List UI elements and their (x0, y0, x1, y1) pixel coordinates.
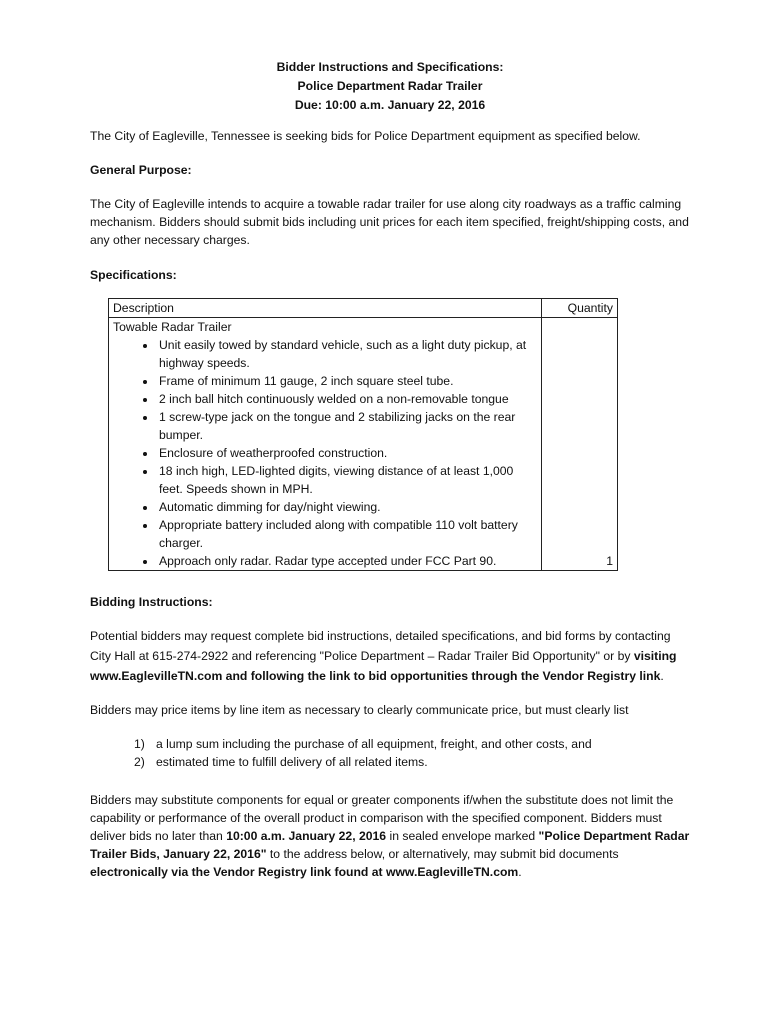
list-item (134, 735, 690, 753)
list-item: • Approach only radar. Radar type accepted under FCC Part 90. (157, 552, 537, 570)
table-row (109, 318, 618, 571)
specifications-table (108, 298, 618, 571)
title-line-3: Due: 10:00 a.m. January 22, 2016 (294, 98, 486, 112)
list-item: • 18 inch high, LED-lighted digits, viewing distance of at least 1,000 feet. Speeds shown in MPH. (157, 462, 537, 498)
list-number: 1) (134, 737, 145, 751)
item-description-cell (109, 318, 542, 571)
electronic-submission-text: electronically via the Vendor Registry link found at www.EaglevilleTN.com (90, 865, 519, 879)
general-purpose-paragraph: The City of Eagleville intends to acquire a towable radar trailer for use along city roadways as a traffic calming mechanism. Bidders should submit bids including unit prices for each item specified, freight/shipping costs, and any other necessary charges. (90, 197, 689, 247)
title-line-1: Bidder Instructions and Specifications: (276, 60, 504, 74)
bidding-p1-end: . (660, 669, 664, 683)
table-header-row (109, 299, 618, 318)
document-page (90, 58, 690, 881)
list-item: • 2 inch ball hitch continuously welded on a non-removable tongue (157, 390, 537, 408)
document-title (90, 58, 690, 115)
list-item: • 1 screw-type jack on the tongue and 2 stabilizing jacks on the rear bumper. (157, 408, 537, 444)
list-item: • Automatic dimming for day/night viewing. (157, 498, 537, 516)
envelope-label-text: "Police Department Radar Trailer Bids, January 22, 2016" (90, 829, 690, 861)
bidding-paragraph-2: Bidders may price items by line item as necessary to clearly communicate price, but must clearly list (90, 703, 629, 717)
description-header: Description (109, 299, 542, 318)
list-item: • Frame of minimum 11 gauge, 2 inch square steel tube. (157, 372, 537, 390)
sealed-text: in sealed envelope marked (386, 829, 539, 843)
list-number: 2) (134, 755, 145, 769)
bidding-paragraph-1 (90, 626, 690, 686)
title-line-2: Police Department Radar Trailer (297, 79, 483, 93)
bidding-paragraph-3 (90, 791, 690, 881)
spec-bullet-list (113, 336, 537, 570)
substitute-text: Bidders may substitute components for equal or greater components if/when the substitute does not limit the capability or performance of the overall product in comparison with the specified component. Bidders must deliver bids no later than (90, 793, 674, 843)
list-text: estimated time to fulfill delivery of all related items. (156, 755, 428, 769)
bidding-instructions-heading: Bidding Instructions: (90, 595, 213, 609)
item-name: Towable Radar Trailer (113, 320, 232, 334)
quantity-header: Quantity (542, 299, 618, 318)
lump-sum-list (90, 735, 690, 771)
intro-paragraph: The City of Eagleville, Tennessee is seeking bids for Police Department equipment as specified below. (90, 129, 641, 143)
specifications-heading: Specifications: (90, 268, 177, 282)
list-item (134, 753, 690, 771)
list-text: a lump sum including the purchase of all equipment, freight, and other costs, and (156, 737, 592, 751)
bidding-p1-link-text: visiting www.EaglevilleTN.com and following the link to bid opportunities through the Vendor Registry link (90, 649, 677, 683)
alternative-text: to the address below, or alternatively, may submit bid documents (266, 847, 619, 861)
general-purpose-heading: General Purpose: (90, 163, 192, 177)
paragraph-end: . (518, 865, 522, 879)
list-item: • Appropriate battery included along with compatible 110 volt battery charger. (157, 516, 537, 552)
list-item: • Unit easily towed by standard vehicle, such as a light duty pickup, at highway speeds. (157, 336, 537, 372)
list-item: • Enclosure of weatherproofed construction. (157, 444, 537, 462)
deadline-text: 10:00 a.m. January 22, 2016 (226, 829, 387, 843)
bidding-p1-text: Potential bidders may request complete bid instructions, detailed specifications, and bid forms by contacting City Hall at 615-274-2922 and referencing "Police Department – Radar Trailer Bid Opportunity" or by (90, 629, 671, 663)
item-quantity: 1 (542, 318, 618, 571)
